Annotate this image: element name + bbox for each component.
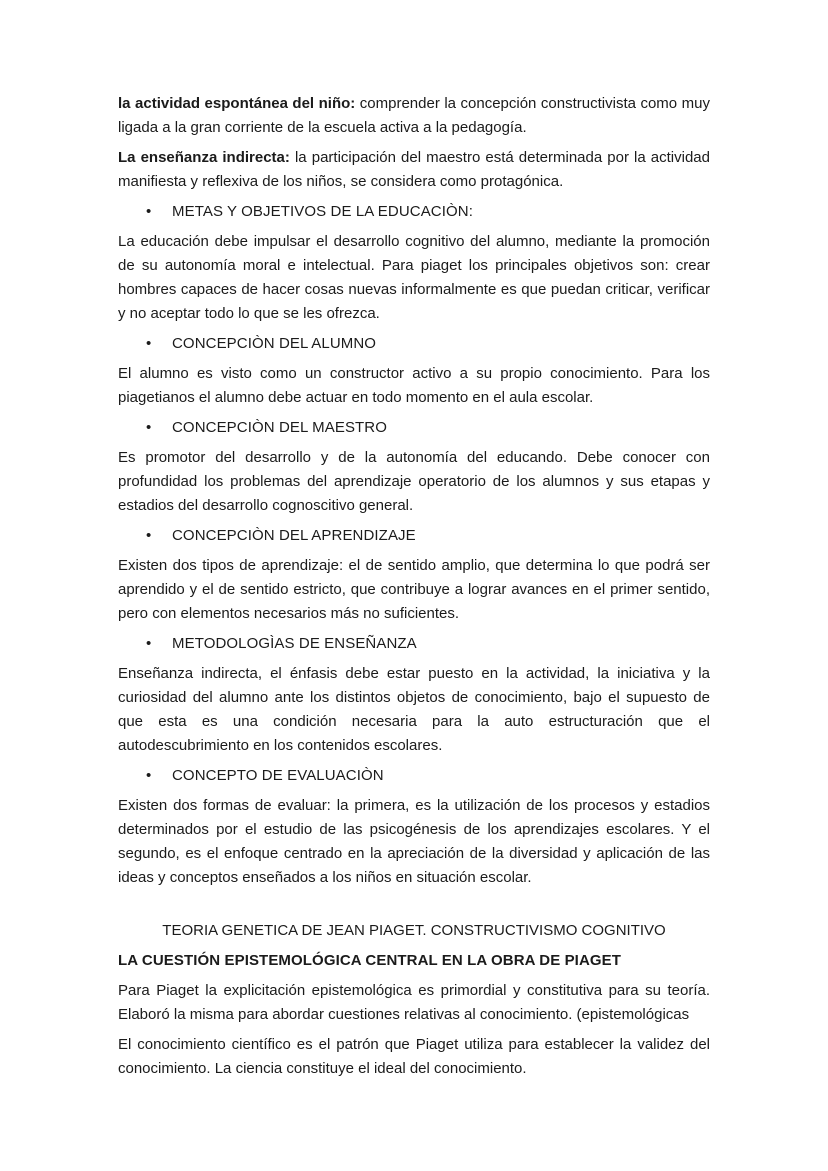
bullet-heading-aprendizaje: CONCEPCIÒN DEL APRENDIZAJE [172, 527, 416, 544]
lead-paragraph-2 [118, 146, 710, 194]
bullet-icon [146, 524, 172, 548]
bullet-icon [146, 632, 172, 656]
lead-term-1: la actividad espontánea del niño: [118, 95, 356, 112]
section-title-cuestion-epistemologica: LA CUESTIÓN EPISTEMOLÓGICA CENTRAL EN LA OBRA DE PIAGET [118, 952, 622, 969]
bullet-item-aprendizaje [146, 524, 710, 548]
bullet-item-alumno [146, 332, 710, 356]
section-body-aprendizaje: Existen dos tipos de aprendizaje: el de sentido amplio, que determina lo que podrá ser aprendido y el de sentido estricto, que contribuye a lograr avances en el primer sentido, pero con elementos necesarios más no suficientes. [118, 557, 710, 622]
bullet-item-metodologias [146, 632, 710, 656]
bullet-icon [146, 200, 172, 224]
bullet-heading-evaluacion: CONCEPTO DE EVALUACIÒN [172, 767, 384, 784]
centered-title: TEORIA GENETICA DE JEAN PIAGET. CONSTRUCTIVISMO COGNITIVO [162, 922, 666, 939]
closing-paragraph-2: El conocimiento científico es el patrón que Piaget utiliza para establecer la validez del conocimiento. La ciencia constituye el ideal del conocimiento. [118, 1036, 710, 1077]
section-body-metodologias: Enseñanza indirecta, el énfasis debe estar puesto en la actividad, la iniciativa y la curiosidad del alumno ante los distintos objetos de conocimiento, bajo el supuesto de que esta es una condición necesaria para la auto estructuración que el autodescubrimiento en los contenidos escolares. [118, 665, 710, 754]
bullet-icon [146, 416, 172, 440]
lead-paragraph-1 [118, 92, 710, 140]
lead-text-2: la participación del maestro está determinada por la actividad manifiesta y reflexiva de los niños, se considera como protagónica. [118, 149, 710, 190]
section-body-maestro: Es promotor del desarrollo y de la autonomía del educando. Debe conocer con profundidad los problemas del aprendizaje operatorio de los alumnos y sus etapas y estadios del desarrollo cognoscitivo general. [118, 449, 710, 514]
bullet-item-maestro [146, 416, 710, 440]
bullet-heading-maestro: CONCEPCIÒN DEL MAESTRO [172, 419, 388, 436]
bullet-icon [146, 332, 172, 356]
bullet-item-evaluacion [146, 764, 710, 788]
bullet-icon [146, 764, 172, 788]
section-body-evaluacion: Existen dos formas de evaluar: la primera, es la utilización de los procesos y estadios determinados por el estudio de las psicogénesis de los aprendizajes escolares. Y el segundo, es el enfoque centrado en la apreciación de la diversidad y aplicación de las ideas y conceptos enseñados a los niños en situación escolar. [118, 797, 710, 886]
section-body-metas: La educación debe impulsar el desarrollo cognitivo del alumno, mediante la promoción de su autonomía moral e intelectual. Para piaget los principales objetivos son: crear hombres capaces de hacer cosas nuevas informalmente es que puedan criticar, verificar y no aceptar todo lo que se les ofrezca. [118, 233, 710, 322]
bullet-item-metas [146, 200, 710, 224]
bullet-heading-metas: METAS Y OBJETIVOS DE LA EDUCACIÒN: [172, 203, 473, 220]
bullet-heading-metodologias: METODOLOGÌAS DE ENSEÑANZA [172, 635, 417, 652]
lead-text-1: comprender la concepción constructivista como muy ligada a la gran corriente de la escuela activa a la pedagogía. [118, 95, 710, 136]
closing-paragraph-1: Para Piaget la explicitación epistemológica es primordial y constitutiva para su teoría. Elaboró la misma para abordar cuestiones relativas al conocimiento. (epistemológicas [118, 982, 710, 1023]
section-body-alumno: El alumno es visto como un constructor activo a su propio conocimiento. Para los piagetianos el alumno debe actuar en todo momento en el aula escolar. [118, 365, 710, 406]
lead-term-2: La enseñanza indirecta: [118, 149, 290, 166]
bullet-heading-alumno: CONCEPCIÒN DEL ALUMNO [172, 335, 377, 352]
